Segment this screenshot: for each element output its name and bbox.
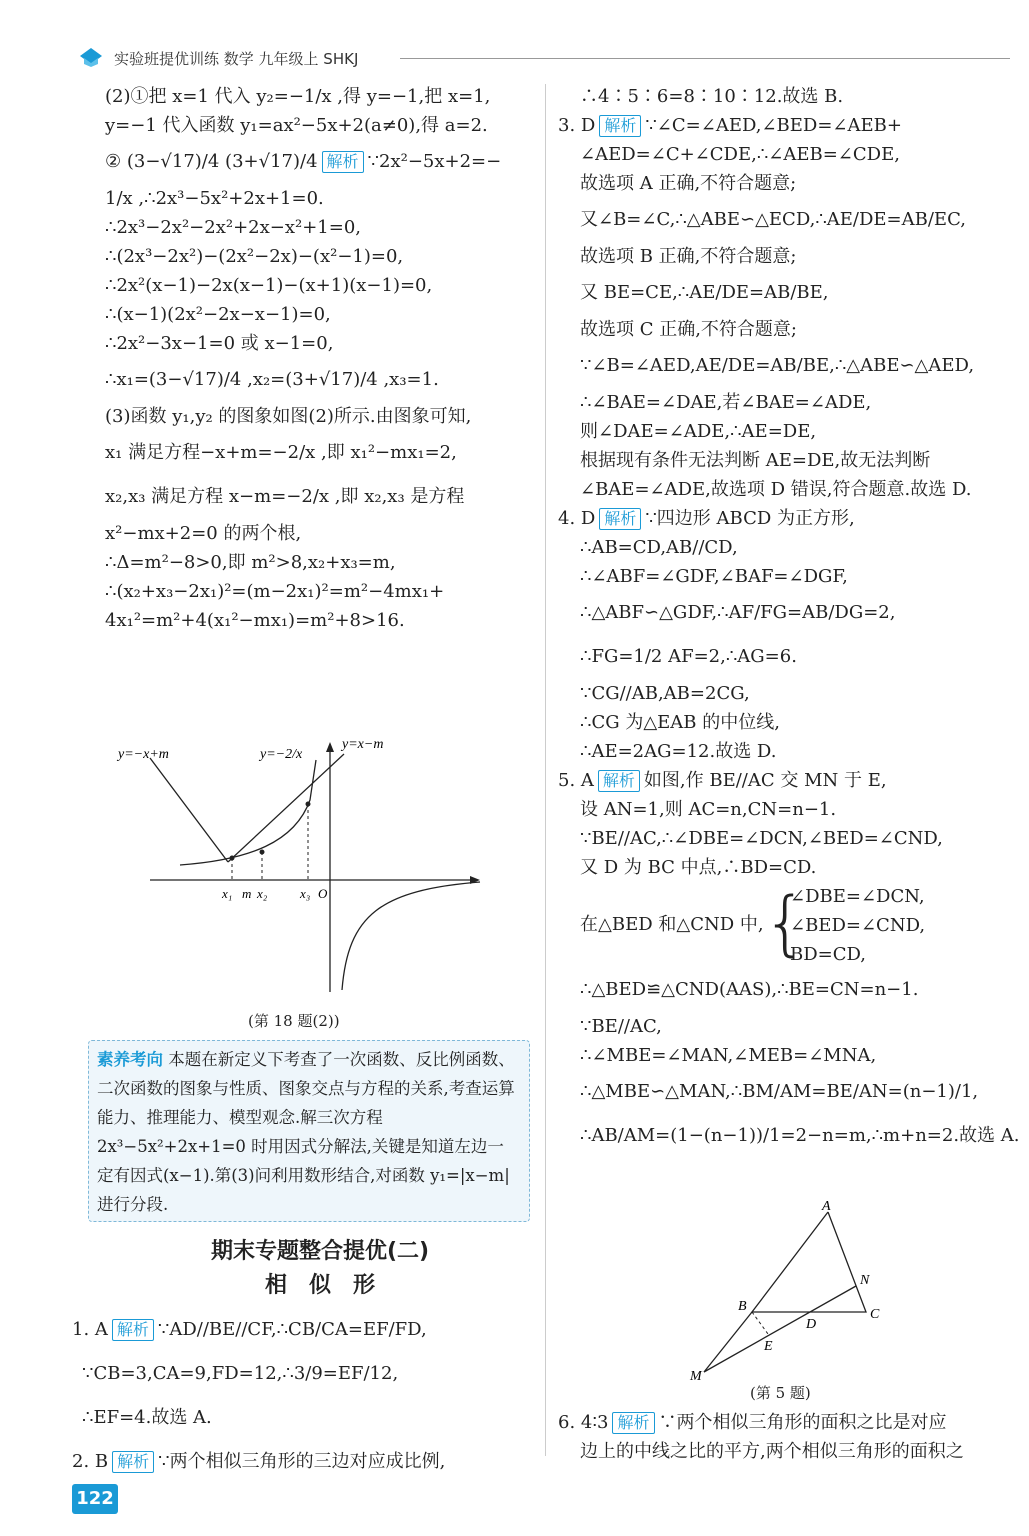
text-line: 4x₁²=m²+4(x₁²−mx₁)=m²+8>16. [105, 610, 405, 631]
text-line: ∵BE//AC,∴∠DBE=∠DCN,∠BED=∠CND, [580, 828, 943, 849]
label-B: B [738, 1299, 747, 1314]
system-eq: ∠BED=∠CND, [790, 915, 926, 936]
text-line: 6. 4∶3 解析 ∵两个相似三角形的面积之比是对应 [558, 1412, 947, 1433]
line-x-minus-m [228, 754, 344, 862]
note-text: 本题在新定义下考查了一次函数、反比例函数、二次函数的图象与性质、图象交点与方程的关系,考查运算能力、推理能力、模型观念.解三次方程 2x³−5x²+2x+1=0 时用因式分解法,关键是知道左边一定有因式(x−1).第(3)问利用数形结合,对函数 y₁=|x−m|进行分段. [97, 1050, 515, 1214]
text-line: 1/x ,∴2x³−5x²+2x+1=0. [105, 188, 324, 209]
text-line: ∴AB/AM=(1−(n−1))/1=2−n=m,∴m+n=2.故选 A. [580, 1125, 1020, 1146]
right-column-bottom [558, 1408, 1018, 1466]
text-line: ∴(x₂+x₃−2x₁)²=(m−2x₁)²=m²−4mx₁+ [105, 581, 445, 602]
analysis-tag: 解析 [598, 770, 640, 792]
side-extension [704, 1312, 752, 1372]
brace-icon: { [763, 882, 808, 964]
text-line: ∵∠B=∠AED,AE/DE=AB/BE,∴△ABE∽△AED, [580, 355, 975, 376]
competency-note-box [88, 1040, 530, 1222]
label-x2: x₂ [257, 886, 268, 901]
be-dashed [752, 1312, 768, 1334]
text-line: ∵CB=3,CA=9,FD=12,∴3/9=EF/12, [82, 1363, 399, 1384]
text-line: ∴∠MBE=∠MAN,∠MEB=∠MNA, [580, 1045, 877, 1066]
section-subtitle: 相 似 形 [264, 1273, 375, 1298]
page-number: 122 [72, 1484, 118, 1514]
text-line: ∴∠ABF=∠GDF,∠BAF=∠DGF, [580, 566, 848, 587]
figure1-caption: (第 18 题(2)) [248, 1012, 340, 1030]
text-line: ∴(2x³−2x²)−(2x²−2x)−(x²−1)=0, [105, 246, 404, 267]
label-M: M [690, 1369, 702, 1384]
label-m: m [242, 886, 252, 901]
text-line: 根据现有条件无法判断 AE=DE,故无法判断 [580, 450, 931, 471]
header-rule [400, 58, 1010, 59]
text-line: ∴AB=CD,AB//CD, [580, 537, 738, 558]
text-line: ∴(x−1)(2x²−2x−x−1)=0, [105, 304, 331, 325]
text-line: 又 D 为 BC 中点,∴BD=CD. [580, 857, 817, 878]
text-line: x₁ 满足方程−x+m=−2/x ,即 x₁²−mx₁=2, [105, 442, 457, 463]
line-mn [704, 1286, 856, 1372]
triangle-figure [680, 1200, 900, 1385]
analysis-tag: 解析 [112, 1319, 154, 1341]
text-line: 4. D 解析 ∵四边形 ABCD 为正方形, [558, 508, 855, 529]
left-column [105, 82, 535, 635]
system-block [558, 882, 1018, 968]
label-origin: O [318, 886, 328, 901]
analysis-tag: 解析 [322, 151, 364, 173]
text-line: 则∠DAE=∠ADE,∴AE=DE, [580, 421, 817, 442]
text-line: ∴Δ=m²−8>0,即 m²>8,x₂+x₃=m, [105, 552, 396, 573]
label-curve: y=−2/x [260, 747, 303, 762]
text-line: 故选项 B 正确,不符合题意; [580, 246, 797, 267]
text-line: ∴CG 为△EAB 的中位线, [580, 712, 780, 733]
system-intro: 在△BED 和△CND 中, [580, 914, 764, 935]
label-C: C [870, 1307, 880, 1322]
text-line: ∴4∶5∶6=8∶10∶12.故选 B. [580, 86, 844, 107]
analysis-tag: 解析 [112, 1451, 154, 1473]
line-neg-x-plus-m [150, 758, 228, 862]
text-line: ∴△BED≌△CND(AAS),∴BE=CN=n−1. [580, 979, 919, 1000]
section-title: 期末专题整合提优(二) [210, 1239, 430, 1264]
text-line: 1. A 解析 ∵AD//BE//CF,∴CB/CA=EF/FD, [72, 1319, 427, 1340]
note-label: 素养考向 [97, 1050, 163, 1069]
text-line: ∠BAE=∠ADE,故选项 D 错误,符合题意.故选 D. [580, 479, 972, 500]
figure2-caption: (第 5 题) [750, 1384, 811, 1402]
triangle-sides [752, 1212, 866, 1312]
text-line: ∴EF=4.故选 A. [82, 1407, 212, 1428]
text-line: ∴△MBE∽△MAN,∴BM/AM=BE/AN=(n−1)/1, [580, 1081, 979, 1102]
text-line: 3. D 解析 ∵∠C=∠AED,∠BED=∠AEB+ [558, 115, 902, 136]
text-line: 2. B 解析 ∵两个相似三角形的三边对应成比例, [72, 1451, 446, 1472]
text-line: 又∠B=∠C,∴△ABE∽△ECD,∴AE/DE=AB/EC, [580, 209, 966, 230]
analysis-tag: 解析 [599, 508, 641, 530]
text-line: (3)函数 y₁,y₂ 的图象如图(2)所示.由图象可知, [105, 406, 472, 427]
y-axis-arrow [326, 742, 334, 752]
column-divider [545, 84, 546, 1456]
left-column-lower [72, 1308, 532, 1484]
label-line2: y=x−m [342, 737, 384, 752]
label-x1: x₁ [222, 886, 233, 901]
text-line: ∴x₁=(3−√17)/4 ,x₂=(3+√17)/4 ,x₃=1. [105, 369, 439, 390]
text-line: ∴2x³−2x²−2x²+2x−x²+1=0, [105, 217, 361, 238]
analysis-tag: 解析 [612, 1412, 654, 1434]
system-eq: ∠DBE=∠DCN, [790, 886, 925, 907]
text-line: ∴△ABF∽△GDF,∴AF/FG=AB/DG=2, [580, 602, 896, 623]
text-line: ∵BE//AC, [580, 1016, 662, 1037]
intersection-point [306, 802, 311, 807]
label-D: D [806, 1317, 817, 1332]
text-line: 故选项 C 正确,不符合题意; [580, 319, 798, 340]
header-title: 实验班提优训练 数学 九年级上 SHKJ [114, 50, 359, 68]
text-line: 边上的中线之比的平方,两个相似三角形的面积之 [580, 1441, 964, 1462]
system-eq: BD=CD, [790, 944, 867, 965]
text-line: y=−1 代入函数 y₁=ax²−5x+2(a≠0),得 a=2. [105, 115, 488, 136]
text-line: ② (3−√17)/4 (3+√17)/4 解析 ∵2x²−5x+2=− [105, 151, 502, 172]
label-N: N [860, 1273, 870, 1288]
label-A: A [822, 1200, 831, 1214]
text-line: 故选项 A 正确,不符合题意; [580, 173, 797, 194]
analysis-tag: 解析 [599, 115, 641, 137]
label-line1: y=−x+m [118, 747, 169, 762]
right-column [558, 82, 1018, 1158]
text-line: 设 AN=1,则 AC=n,CN=n−1. [580, 799, 837, 820]
label-E: E [764, 1339, 773, 1354]
text-line: 5. A 解析 如图,作 BE//AC 交 MN 于 E, [558, 770, 887, 791]
text-line: ∴AE=2AG=12.故选 D. [580, 741, 777, 762]
curve-left-branch [180, 760, 316, 865]
text-line: ∴2x²(x−1)−2x(x−1)−(x+1)(x−1)=0, [105, 275, 433, 296]
text-line: (2)①把 x=1 代入 y₂=−1/x ,得 y=−1,把 x=1, [105, 86, 491, 107]
text-line: x₂,x₃ 满足方程 x−m=−2/x ,即 x₂,x₃ 是方程 [105, 486, 465, 507]
text-line: x²−mx+2=0 的两个根, [105, 523, 302, 544]
text-line: 又 BE=CE,∴AE/DE=AB/BE, [580, 282, 829, 303]
text-line: ∴2x²−3x−1=0 或 x−1=0, [105, 333, 334, 354]
intersection-point [260, 850, 265, 855]
page-header [70, 42, 1010, 72]
intersection-point [230, 856, 235, 861]
text-line: ∵CG//AB,AB=2CG, [580, 683, 750, 704]
text-line: ∠AED=∠C+∠CDE,∴∠AEB=∠CDE, [580, 144, 900, 165]
text-line: ∴∠BAE=∠DAE,若∠BAE=∠ADE, [580, 392, 872, 413]
text-line: ∴FG=1/2 AF=2,∴AG=6. [580, 646, 797, 667]
curve-right-branch [342, 882, 480, 990]
book-logo-icon [78, 46, 104, 68]
function-graph-figure [110, 730, 510, 1005]
label-x3: x₃ [300, 886, 311, 901]
